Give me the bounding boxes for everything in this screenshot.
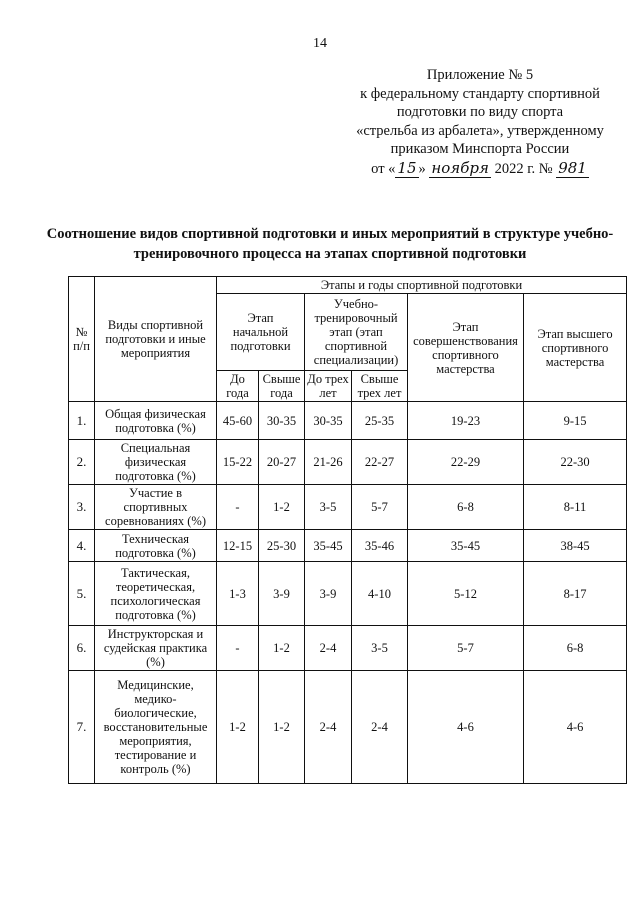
row-value: 22-30 [524, 440, 627, 485]
page-number: 14 [313, 36, 327, 51]
header-stage-improvement: Этап совершенствования спортивного мастерства [408, 294, 524, 402]
row-value: 38-45 [524, 530, 627, 562]
row-value: - [217, 626, 259, 671]
row-number: 2. [69, 440, 95, 485]
header-stages-group: Этапы и годы спортивной подготовки [217, 277, 627, 294]
appendix-header [335, 66, 625, 179]
row-value: 25-30 [259, 530, 305, 562]
row-value: 21-26 [305, 440, 352, 485]
row-value: 3-5 [352, 626, 408, 671]
appendix-line: подготовки по виду спорта [396, 104, 564, 121]
row-number: 4. [69, 530, 95, 562]
order-number: 981 [558, 158, 587, 177]
training-ratio-table [68, 276, 627, 784]
row-value: 5-7 [352, 485, 408, 530]
row-value: 1-2 [259, 626, 305, 671]
row-value: 3-5 [305, 485, 352, 530]
row-value: 1-3 [217, 562, 259, 626]
row-value: 19-23 [408, 402, 524, 440]
header-sub-until-year: До года [217, 371, 259, 402]
row-value: 35-46 [352, 530, 408, 562]
order-date-line [335, 159, 625, 179]
row-value: 1-2 [217, 671, 259, 784]
row-value: 2-4 [305, 671, 352, 784]
header-kind: Виды спортивной подготовки и иные мероприятия [95, 277, 217, 402]
header-number: № п/п [69, 277, 95, 402]
row-value: 5-7 [408, 626, 524, 671]
document-title: Соотношение видов спортивной подготовки и иных мероприятий в структуре учебно-тренировочного процесса на этапах спортивной подготовки [46, 226, 614, 262]
appendix-line: Приложение № 5 [426, 67, 534, 83]
row-kind: Инструкторская и судейская практика (%) [95, 626, 217, 671]
row-value: 35-45 [305, 530, 352, 562]
row-value: 1-2 [259, 485, 305, 530]
header-sub-over-three: Свыше трех лет [352, 371, 408, 402]
row-value: 4-10 [352, 562, 408, 626]
row-value: 3-9 [305, 562, 352, 626]
row-kind: Участие в спортивных соревнованиях (%) [95, 485, 217, 530]
row-value: 8-17 [524, 562, 627, 626]
row-value: 25-35 [352, 402, 408, 440]
row-value: 30-35 [305, 402, 352, 440]
row-value: 6-8 [524, 626, 627, 671]
row-value: 2-4 [352, 671, 408, 784]
row-value: 45-60 [217, 402, 259, 440]
date-mid: » [418, 160, 426, 177]
appendix-line: «стрельба из арбалета», утвержденному [356, 122, 604, 139]
row-number: 1. [69, 402, 95, 440]
row-value: 5-12 [408, 562, 524, 626]
row-number: 7. [69, 671, 95, 784]
date-prefix: от « [371, 160, 396, 177]
header-stage-highest: Этап высшего спортивного мастерства [524, 294, 627, 402]
row-kind: Тактическая, теоретическая, психологическая подготовка (%) [95, 562, 217, 626]
appendix-line: приказом Минспорта России [390, 141, 570, 158]
row-value: 2-4 [305, 626, 352, 671]
row-kind: Общая физическая подготовка (%) [95, 402, 217, 440]
row-kind: Техническая подготовка (%) [95, 530, 217, 562]
table-row [69, 485, 627, 530]
row-value: 3-9 [259, 562, 305, 626]
header-stage-initial: Этап начальной подготовки [217, 294, 305, 371]
row-value: 8-11 [524, 485, 627, 530]
table-row [69, 402, 627, 440]
date-day: 15 [397, 158, 417, 177]
row-value: 6-8 [408, 485, 524, 530]
row-value: 1-2 [259, 671, 305, 784]
row-number: 6. [69, 626, 95, 671]
row-value: 22-27 [352, 440, 408, 485]
row-value: 35-45 [408, 530, 524, 562]
date-month: ноября [431, 158, 489, 177]
row-value: 20-27 [259, 440, 305, 485]
row-value: 9-15 [524, 402, 627, 440]
row-kind: Специальная физическая подготовка (%) [95, 440, 217, 485]
row-number: 3. [69, 485, 95, 530]
row-kind: Медицинские, медико-биологические, восстановительные мероприятия, тестирование и контроль (%) [95, 671, 217, 784]
header-sub-over-year: Свыше года [259, 371, 305, 402]
table-row [69, 440, 627, 485]
header-sub-until-three: До трех лет [305, 371, 352, 402]
appendix-line: к федеральному стандарту спортивной [360, 85, 600, 102]
row-value: 12-15 [217, 530, 259, 562]
row-value: 22-29 [408, 440, 524, 485]
row-value: - [217, 485, 259, 530]
row-value: 4-6 [408, 671, 524, 784]
header-stage-training: Учебно-тренировочный этап (этап спортивной специализации) [305, 294, 408, 371]
table-row [69, 530, 627, 562]
table-row [69, 671, 627, 784]
row-value: 15-22 [217, 440, 259, 485]
row-number: 5. [69, 562, 95, 626]
table-row [69, 562, 627, 626]
date-year: 2022 г. № [494, 160, 553, 177]
table-row [69, 626, 627, 671]
row-value: 30-35 [259, 402, 305, 440]
row-value: 4-6 [524, 671, 627, 784]
